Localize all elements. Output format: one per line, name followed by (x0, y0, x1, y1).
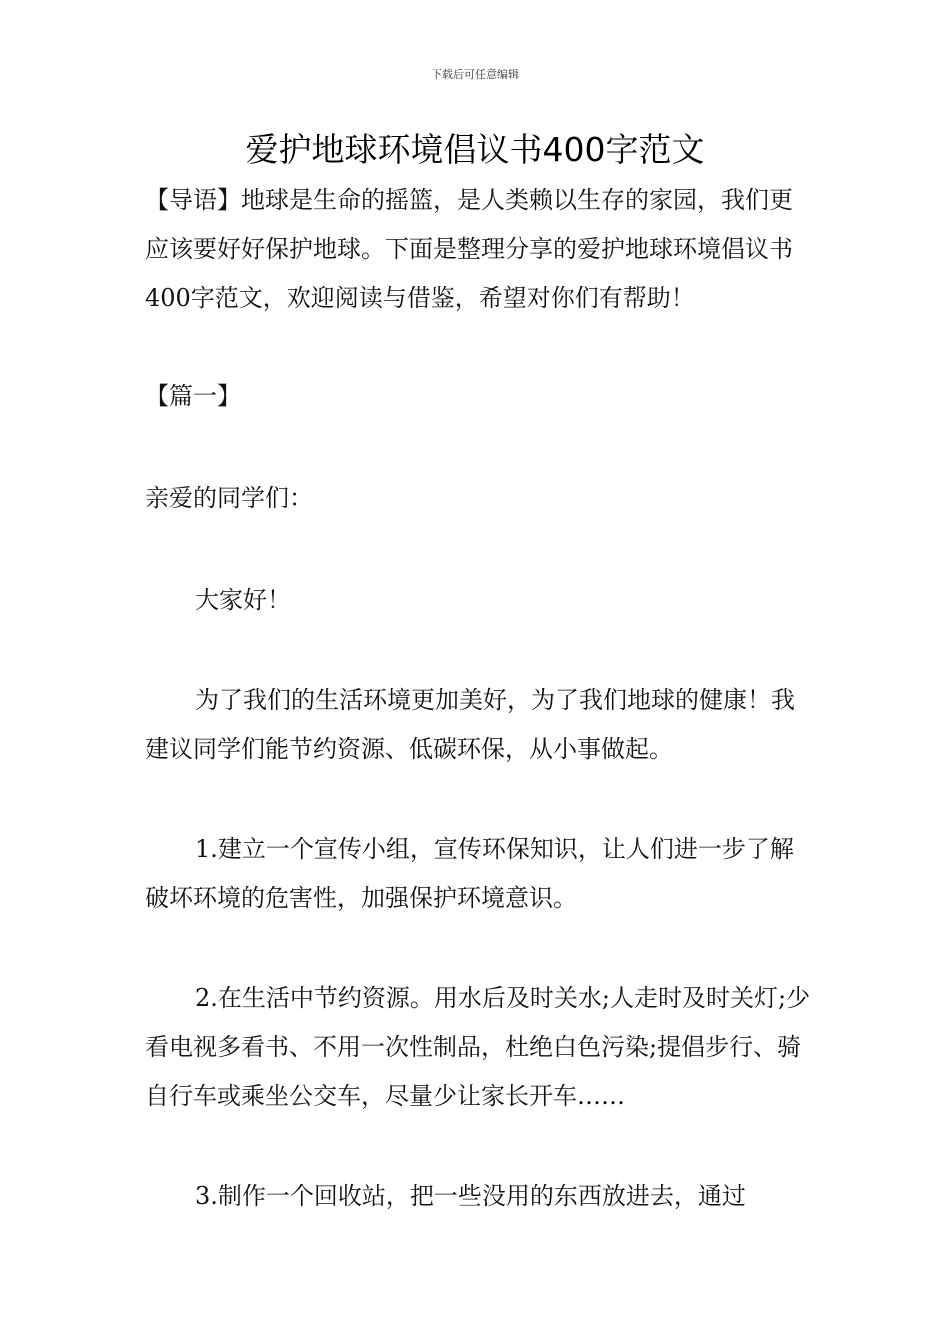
salutation: 亲爱的同学们： (145, 484, 313, 512)
section-heading: 【篇一】 (145, 382, 241, 410)
body-paragraph-2: 1.建立一个宣传小组，宣传环保知识，让人们进一步了解破坏环境的危害性，加强保护环境意识。 (145, 835, 794, 912)
header-note: 下载后可任意编辑 (431, 68, 519, 81)
body-paragraph-3: 2.在生活中节约资源。用水后及时关水;人走时及时关灯;少看电视多看书、不用一次性制品，杜绝白色污染;提倡步行、骑自行车或乘坐公交车，尽量少让家长开车…… (145, 984, 811, 1110)
document-title: 爱护地球环境倡议书400字范文 (245, 130, 705, 169)
body-paragraph-1: 为了我们的生活环境更加美好，为了我们地球的健康！我建议同学们能节约资源、低碳环保，从小事做起。 (145, 686, 795, 763)
greeting: 大家好！ (195, 586, 291, 614)
intro-paragraph: 【导语】地球是生命的摇篮，是人类赖以生存的家园，我们更应该要好好保护地球。下面是整理分享的爱护地球环境倡议书400字范文，欢迎阅读与借鉴，希望对你们有帮助！ (145, 186, 793, 312)
body-paragraph-4: 3.制作一个回收站，把一些没用的东西放进去，通过 (195, 1182, 746, 1210)
